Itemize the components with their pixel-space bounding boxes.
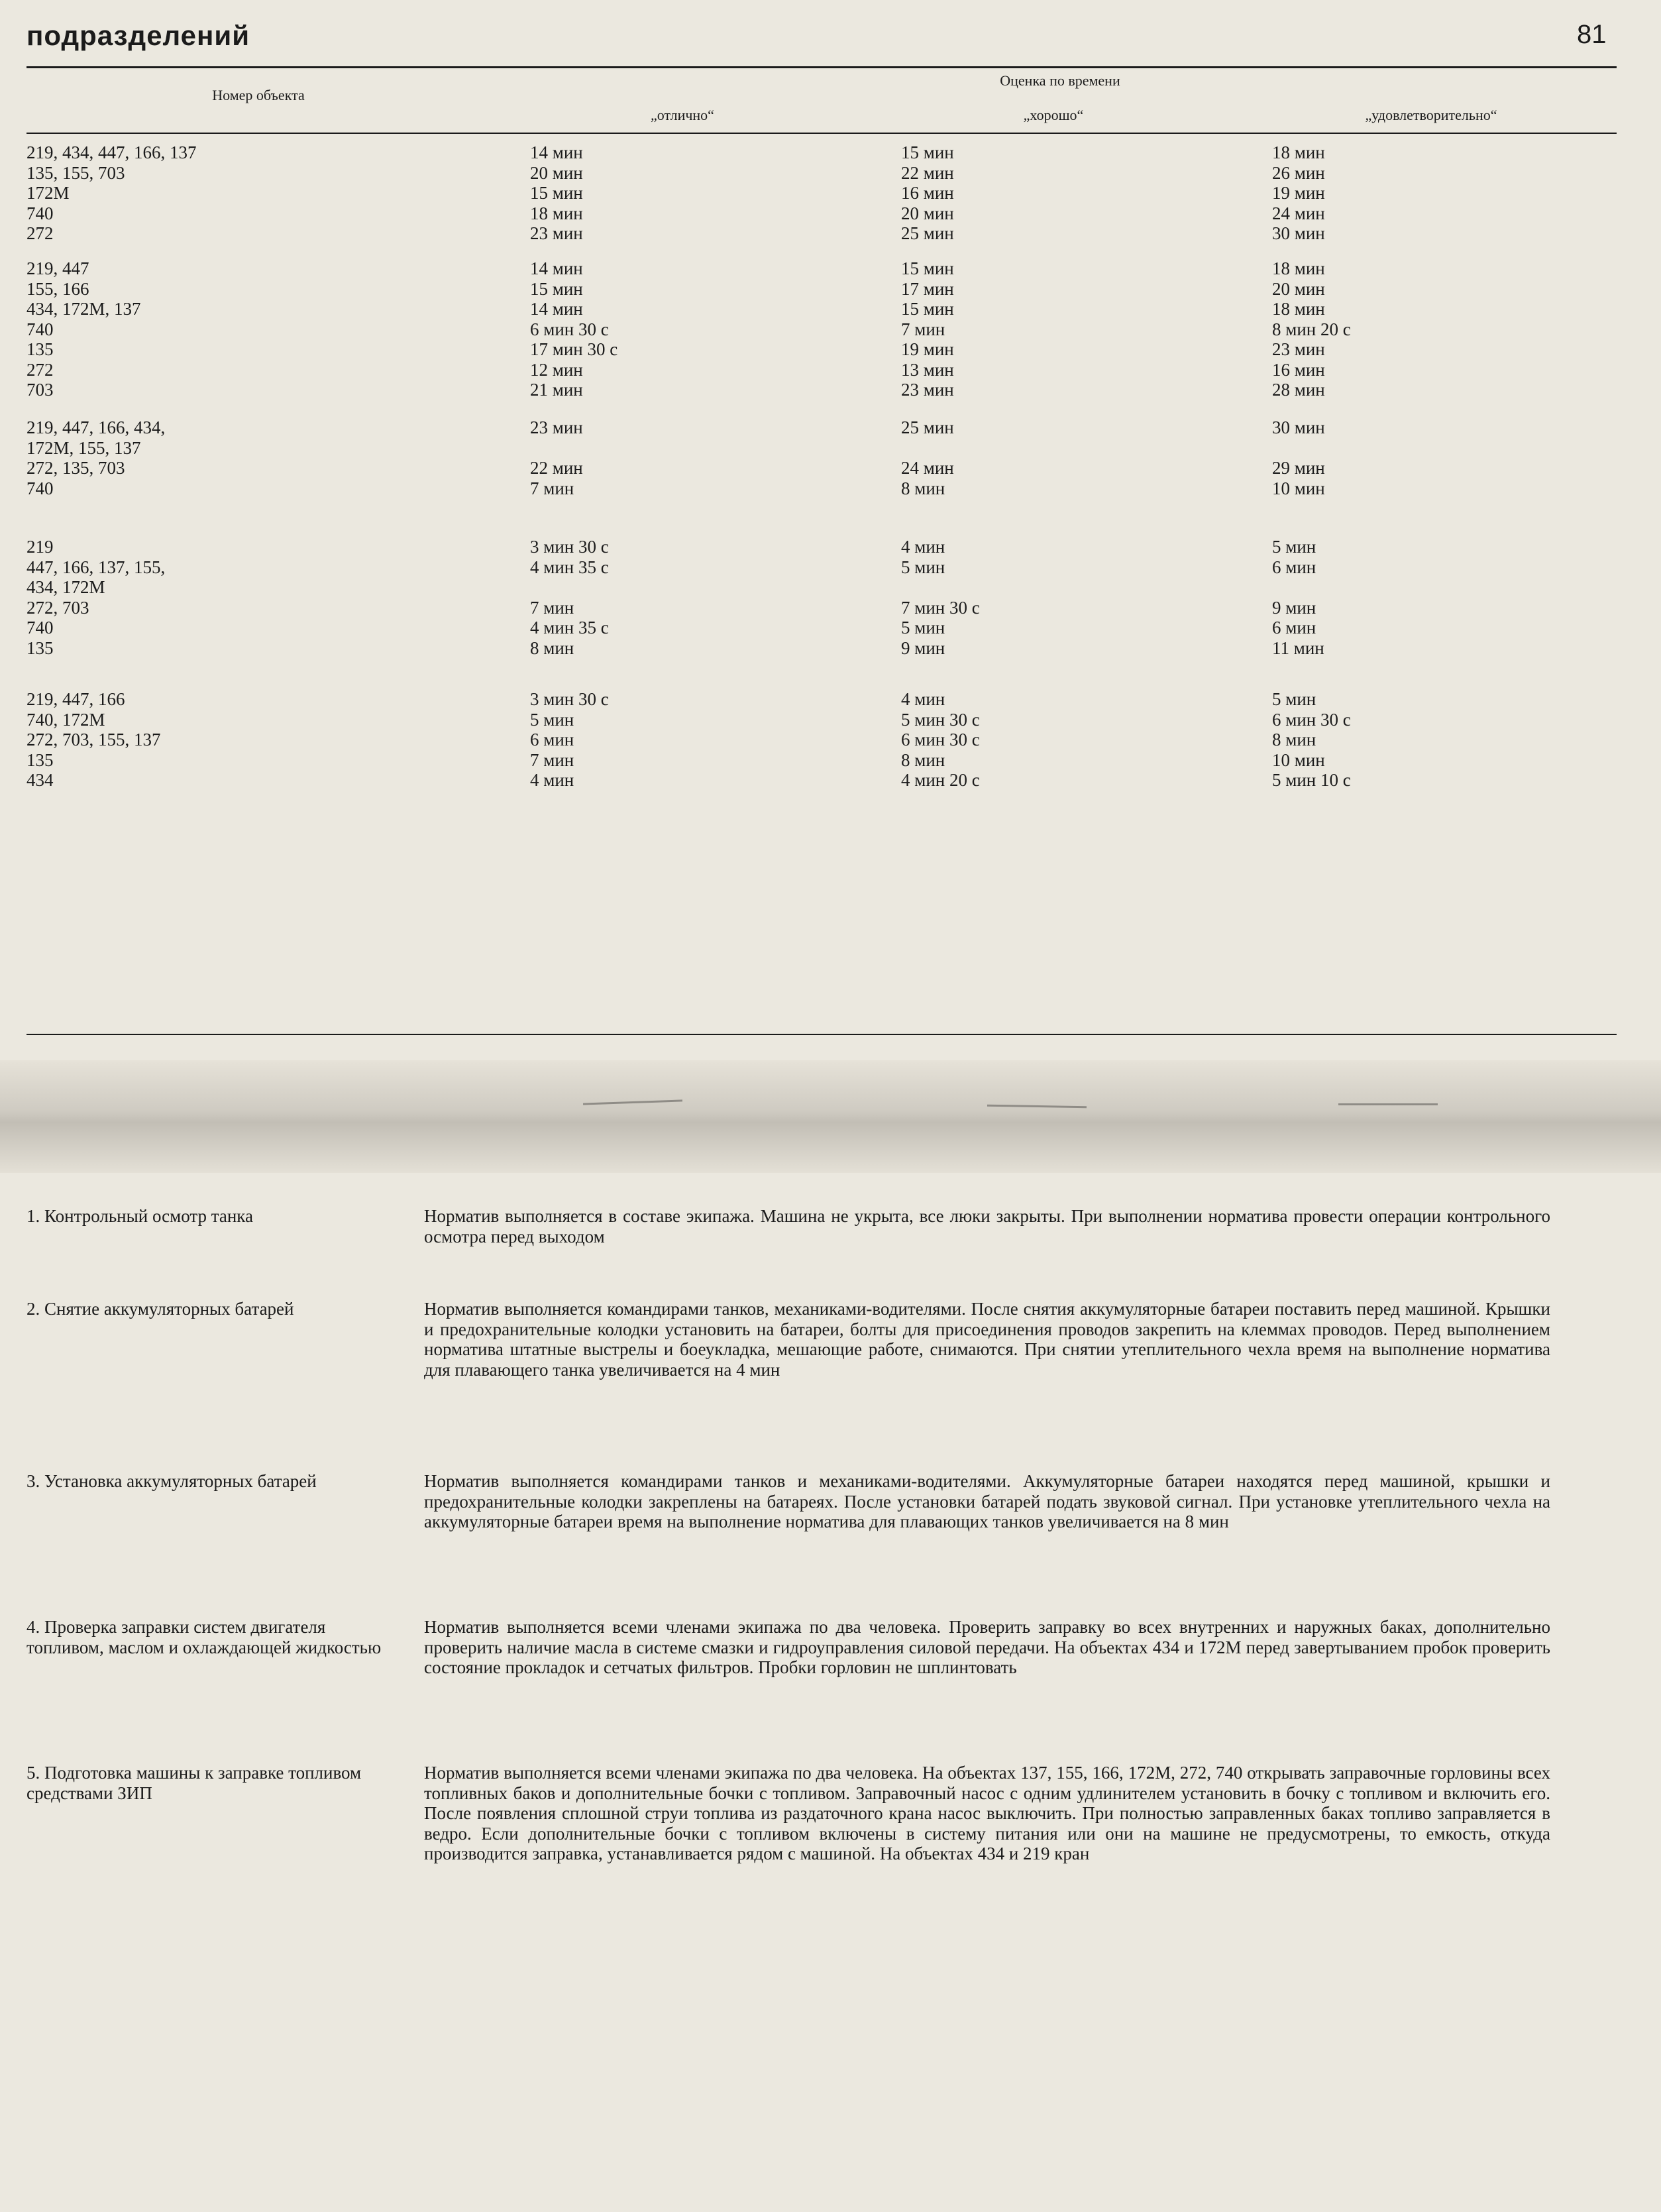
header-satisfactory: „удовлетворительно“: [1365, 107, 1497, 123]
object-line: 740: [27, 478, 54, 498]
time-value: 8 мин: [1272, 730, 1316, 749]
norm-name-text: Установка аккумуляторных батарей: [44, 1471, 317, 1491]
norm-name: 1. Контрольный осмотр танка: [27, 1206, 253, 1226]
object-line: 219, 447, 166: [27, 689, 125, 709]
object-line: 219: [27, 537, 54, 557]
time-value: 24 мин: [1272, 203, 1325, 223]
time-value: 14 мин: [530, 299, 583, 319]
time-value: 21 мин: [530, 380, 583, 400]
header-good: „хорошо“: [1023, 107, 1084, 123]
time-value: 5 мин 30 с: [901, 709, 980, 730]
time-value: 10 мин: [1272, 478, 1325, 498]
time-value: 15 мин: [901, 299, 954, 319]
good-cell: [901, 537, 1219, 658]
header-grade-group: Оценка по времени: [1000, 72, 1120, 89]
time-value: 20 мин: [530, 162, 583, 183]
time-value: 4 мин 35 с: [530, 557, 609, 577]
right-page-table: [27, 20, 1630, 1054]
time-value: 17 мин: [901, 278, 954, 299]
row-4: [27, 537, 1617, 669]
time-value: [901, 577, 1219, 598]
row-3: [27, 417, 1617, 510]
time-value: 4 мин 35 с: [530, 618, 609, 637]
time-value: 5 мин: [1272, 689, 1316, 709]
object-line: 447, 166, 137, 155,: [27, 557, 166, 577]
object-line: 703: [27, 380, 54, 400]
time-value: 4 мин: [901, 537, 945, 557]
left-page-table: [27, 1180, 1564, 2187]
time-value: 14 мин: [530, 258, 583, 278]
object-line: 272, 703, 155, 137: [27, 730, 161, 749]
object-line: 219, 447: [27, 258, 89, 278]
time-value: 16 мин: [1272, 359, 1325, 380]
norm-conditions: Норматив выполняется в составе экипажа. Машина не укрыта, все люки закрыты. При выполнении норматива провести операции контрольного осмотра перед выходом: [424, 1206, 1550, 1246]
time-value: 8 мин: [901, 478, 945, 498]
time-value: 3 мин 30 с: [530, 689, 609, 709]
time-value: [901, 438, 1219, 459]
time-value: 5 мин: [530, 709, 574, 730]
time-value: 18 мин: [530, 203, 583, 223]
objects-cell: [27, 537, 490, 658]
time-value: 3 мин 30 с: [530, 537, 609, 557]
time-value: 20 мин: [901, 203, 954, 223]
time-value: 15 мин: [530, 278, 583, 299]
time-value: [1272, 438, 1603, 459]
time-value: 6 мин 30 с: [901, 730, 980, 749]
object-line: 219, 447, 166, 434,: [27, 417, 166, 437]
time-value: 4 мин 20 с: [901, 770, 980, 790]
excellent-cell: [530, 537, 848, 658]
time-value: 9 мин: [901, 637, 945, 658]
norm-name: 5. Подготовка машины к заправке топливом средствами ЗИП: [27, 1763, 362, 1803]
norm-name-text: Контрольный осмотр танка: [44, 1206, 253, 1226]
row-number: 4: [27, 1617, 36, 1637]
time-value: 6 мин 30 с: [530, 319, 609, 339]
norm-conditions: Норматив выполняется командирами танков и механиками-водителями. Аккумуляторные батареи находятся перед машиной, крышки и предохранительные колодки закреплены на батареях. После установки батарей подать звуковой сигнал. При установке утеплительного чехла на аккумуляторные батареи время на выполнение норматива для плавающих танков увеличивается на 8 мин: [424, 1471, 1550, 1531]
time-value: 24 мин: [901, 458, 954, 478]
time-value: 5 мин: [901, 618, 945, 637]
objects-cell: [27, 417, 490, 498]
row-5: [27, 689, 1617, 802]
time-value: 8 мин: [530, 637, 574, 658]
row-number: 1: [27, 1206, 36, 1226]
time-value: 5 мин: [1272, 537, 1316, 557]
time-value: 8 мин: [901, 749, 945, 770]
norm-name: 2. Снятие аккумуляторных батарей: [27, 1299, 294, 1319]
time-value: 10 мин: [1272, 749, 1325, 770]
time-value: 9 мин: [1272, 597, 1316, 618]
table-header-rule: [27, 133, 1617, 134]
time-value: 6 мин: [1272, 557, 1316, 577]
satisfactory-cell: [1272, 417, 1603, 498]
row-5: [27, 1763, 1550, 2160]
time-value: 8 мин 20 с: [1272, 319, 1351, 339]
norm-conditions: Норматив выполняется командирами танков, механиками-водителями. После снятия аккумуляторные батареи поставить перед машиной. Крышки и предохранительные колодки установить на батареи, болты для присоединения проводов закрепить на клеммах проводов. Перед выполнением норматива штатные выстрелы и боеукладка, мешающие работе, снимаются. При снятии утеплительного чехла время на выполнение норматива для плавающего танка увеличивается на 4 мин: [424, 1299, 1550, 1380]
table-bottom-rule: [27, 1034, 1617, 1035]
time-value: [530, 438, 848, 459]
time-value: 6 мин 30 с: [1272, 709, 1351, 730]
time-value: 23 мин: [530, 223, 583, 243]
object-line: 135: [27, 339, 54, 359]
time-value: 6 мин: [1272, 618, 1316, 637]
row-number: 5: [27, 1763, 36, 1783]
time-value: 13 мин: [901, 359, 954, 380]
time-value: 15 мин: [901, 258, 954, 278]
object-line: 219, 434, 447, 166, 137: [27, 142, 197, 162]
time-value: 4 мин: [901, 689, 945, 709]
norm-name-text: Снятие аккумуляторных батарей: [44, 1299, 294, 1319]
time-value: 25 мин: [901, 223, 954, 243]
time-value: 5 мин: [901, 557, 945, 577]
objects-cell: [27, 142, 490, 244]
excellent-cell: [530, 689, 848, 791]
object-line: 740, 172М: [27, 709, 105, 730]
time-value: 14 мин: [530, 142, 583, 162]
time-value: [1272, 577, 1603, 598]
norm-conditions: Норматив выполняется всеми членами экипажа по два человека. На объектах 137, 155, 166, 172М, 272, 740 открывать заправочные горловины всех топливных баков и дополнительные бочки с топливом. Заправочный насос с одним удлинителем установить в бочку с топливом и включить его. После появления сплошной струи топлива из раздаточного крана насос выключить. При полностью заправленных баках топливо заправляется в ведро. Если дополнительные бочки с топливом включены в систему питания или они на машине не предусмотрены, то емкость, откуда производится заправка, устанавливается рядом с машиной. На объектах 434 и 219 кран: [424, 1763, 1550, 1863]
time-value: 23 мин: [1272, 339, 1325, 359]
objects-cell: [27, 258, 490, 400]
row-2: [27, 258, 1617, 404]
time-value: 17 мин 30 с: [530, 339, 618, 359]
header-object: Номер объекта: [212, 87, 305, 103]
time-value: 19 мин: [901, 339, 954, 359]
good-cell: [901, 417, 1219, 498]
object-line: 135, 155, 703: [27, 162, 125, 183]
time-value: 22 мин: [901, 162, 954, 183]
time-value: 29 мин: [1272, 458, 1325, 478]
object-line: 740: [27, 203, 54, 223]
time-value: 4 мин: [530, 770, 574, 790]
time-value: 5 мин 10 с: [1272, 770, 1351, 790]
objects-cell: [27, 689, 490, 791]
object-line: 434, 172М: [27, 577, 105, 597]
object-line: 272, 703: [27, 597, 89, 618]
good-cell: [901, 142, 1219, 244]
object-line: 272: [27, 223, 54, 243]
good-cell: [901, 258, 1219, 400]
satisfactory-cell: [1272, 537, 1603, 658]
object-line: 740: [27, 319, 54, 339]
time-value: 18 мин: [1272, 299, 1325, 319]
satisfactory-cell: [1272, 258, 1603, 400]
time-value: 30 мин: [1272, 417, 1325, 437]
time-value: 26 мин: [1272, 162, 1325, 183]
object-line: 434, 172М, 137: [27, 299, 141, 319]
norm-name-text: Проверка заправки систем двигателя топливом, маслом и охлаждающей жидкостью: [27, 1617, 382, 1657]
object-line: 172М: [27, 183, 70, 203]
norm-name: 4. Проверка заправки систем двигателя топливом, маслом и охлаждающей жидкостью: [27, 1617, 382, 1657]
excellent-cell: [530, 142, 848, 244]
time-value: 19 мин: [1272, 183, 1325, 203]
object-line: 272, 135, 703: [27, 458, 125, 478]
object-line: 155, 166: [27, 278, 89, 299]
row-1: [27, 142, 1617, 249]
time-value: 25 мин: [901, 417, 954, 437]
row-number: 2: [27, 1299, 36, 1319]
time-value: 18 мин: [1272, 142, 1325, 162]
time-value: 11 мин: [1272, 637, 1324, 658]
time-value: [530, 577, 848, 598]
time-value: 7 мин 30 с: [901, 597, 980, 618]
time-value: 6 мин: [530, 730, 574, 749]
time-value: 15 мин: [530, 183, 583, 203]
good-cell: [901, 689, 1219, 791]
time-value: 16 мин: [901, 183, 954, 203]
time-value: 20 мин: [1272, 278, 1325, 299]
time-value: 28 мин: [1272, 380, 1325, 400]
row-number: 3: [27, 1471, 36, 1491]
time-value: 22 мин: [530, 458, 583, 478]
object-line: 172М, 155, 137: [27, 437, 141, 458]
page-title-right: подразделений: [27, 20, 250, 51]
time-value: 7 мин: [530, 749, 574, 770]
object-line: 272: [27, 359, 54, 380]
object-line: 135: [27, 637, 54, 658]
norm-conditions: Норматив выполняется всеми членами экипажа по два человека. Проверить заправку во всех внутренних и наружных баках, дополнительно проверить наличие масла в системе смазки и гидроуправления силовой передачи. На объектах 434 и 172М перед завертыванием пробок проверить состояние прокладок и сетчатых фильтров. Пробки горловин не шплинтовать: [424, 1617, 1550, 1677]
time-value: 7 мин: [901, 319, 945, 339]
time-value: 12 мин: [530, 359, 583, 380]
time-value: 7 мин: [530, 597, 574, 618]
time-value: 18 мин: [1272, 258, 1325, 278]
time-value: 23 мин: [901, 380, 954, 400]
excellent-cell: [530, 417, 848, 498]
satisfactory-cell: [1272, 689, 1603, 791]
table-top-rule: [27, 66, 1617, 68]
header-excellent: „отлично“: [651, 107, 714, 123]
object-line: 135: [27, 749, 54, 770]
norm-name-text: Подготовка машины к заправке топливом средствами ЗИП: [27, 1763, 362, 1803]
object-line: 434: [27, 770, 54, 790]
time-value: 23 мин: [530, 417, 583, 437]
page-number-right: 81: [1577, 20, 1607, 49]
time-value: 7 мин: [530, 478, 574, 498]
object-line: 740: [27, 618, 54, 637]
satisfactory-cell: [1272, 142, 1603, 244]
time-value: 30 мин: [1272, 223, 1325, 243]
norm-name: 3. Установка аккумуляторных батарей: [27, 1471, 317, 1491]
time-value: 15 мин: [901, 142, 954, 162]
excellent-cell: [530, 258, 848, 400]
